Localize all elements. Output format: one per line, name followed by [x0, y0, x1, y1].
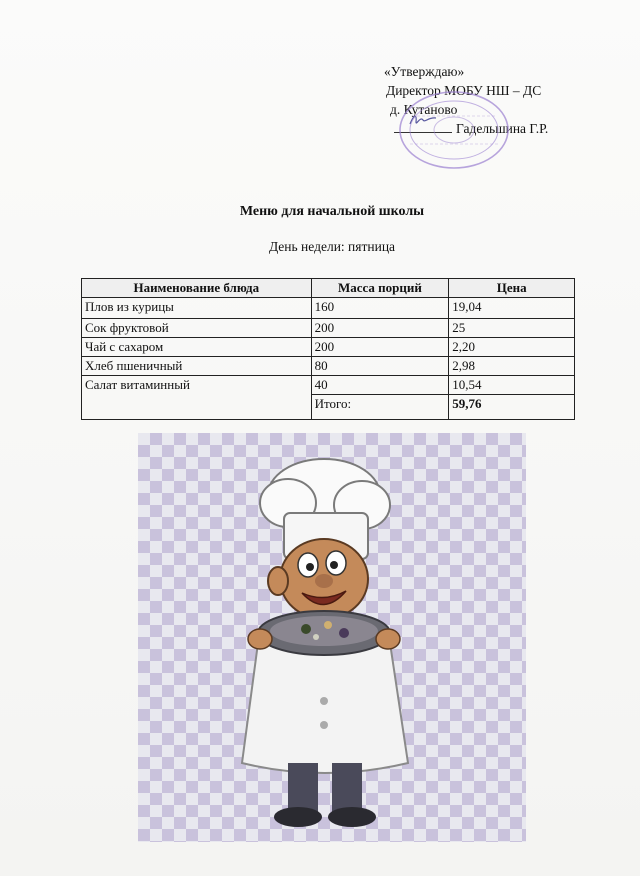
- table-row: [82, 319, 575, 338]
- table-row: [82, 338, 575, 357]
- table-row: [82, 298, 575, 319]
- dish-mass: 200: [311, 338, 449, 357]
- approval-heading: «Утверждаю»: [384, 64, 465, 79]
- chef-illustration: [138, 433, 526, 842]
- dish-price: 19,04: [449, 298, 575, 319]
- column-header-price: Цена: [449, 279, 575, 298]
- table-row: [82, 357, 575, 376]
- director-name: Гадельшина Г.Р.: [456, 121, 549, 136]
- approval-location: д. Кутаново: [390, 102, 458, 117]
- dish-mass: 40: [311, 376, 449, 395]
- chef-drawing: [138, 433, 526, 842]
- dish-price: 25: [449, 319, 575, 338]
- table-row: [82, 376, 575, 395]
- dish-name: Сок фруктовой: [82, 319, 312, 338]
- dish-name: Плов из курицы: [82, 298, 312, 319]
- total-value: 59,76: [449, 395, 575, 420]
- dish-price: 2,20: [449, 338, 575, 357]
- dish-mass: 160: [311, 298, 449, 319]
- weekday-line: День недели: пятница: [268, 239, 396, 254]
- approval-position: Директор МОБУ НШ – ДС: [386, 83, 542, 98]
- dish-name: Салат витаминный: [82, 376, 312, 420]
- dish-name: Хлеб пшеничный: [82, 357, 312, 376]
- dish-price: 2,98: [449, 357, 575, 376]
- dish-mass: 80: [311, 357, 449, 376]
- menu-table: [81, 278, 575, 420]
- official-stamp: [392, 86, 512, 172]
- menu-title: Меню для начальной школы: [239, 204, 425, 219]
- dish-mass: 200: [311, 319, 449, 338]
- dish-price: 10,54: [449, 376, 575, 395]
- total-label: Итого:: [311, 395, 449, 420]
- table-header-row: [82, 279, 575, 298]
- column-header-mass: Масса порций: [311, 279, 449, 298]
- dish-name: Чай с сахаром: [82, 338, 312, 357]
- column-header-dish: Наименование блюда: [82, 279, 312, 298]
